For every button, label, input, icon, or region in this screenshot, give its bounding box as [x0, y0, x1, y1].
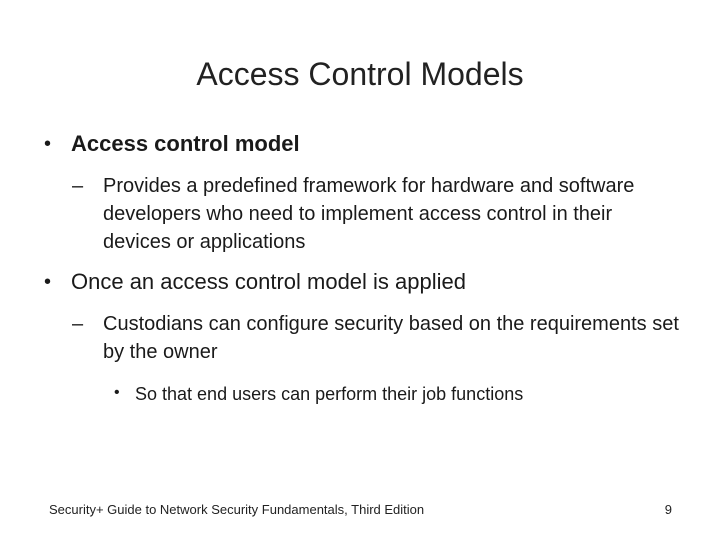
bullet-text: Access control model: [71, 131, 300, 156]
sub-item-text: Custodians can configure security based on the requirements set by the owner: [103, 313, 679, 363]
bullet-item-model-applied: [44, 268, 684, 296]
bullet-text: Once an access control model is applied: [71, 269, 466, 294]
sub-item-predefined-framework: [72, 172, 684, 256]
slide-title: Access Control Models: [196, 56, 524, 92]
sub-sub-item-end-users: [114, 382, 684, 406]
page-number: 9: [664, 502, 672, 517]
bullet-icon: •: [44, 271, 52, 293]
slide-content: [44, 130, 684, 406]
bullet-item-access-control-model: [44, 130, 684, 158]
sub-item-text: Provides a predefined framework for hardware and software developers who need to implement access control in their devices or applications: [103, 175, 635, 253]
sub-item-custodians: [72, 310, 684, 366]
bullet-icon: •: [44, 133, 52, 155]
footer-source: Security+ Guide to Network Security Fundamentals, Third Edition: [49, 502, 425, 517]
dash-icon: –: [72, 175, 84, 197]
bullet-icon: •: [114, 384, 120, 401]
sub-sub-item-text: So that end users can perform their job functions: [135, 384, 524, 404]
dash-icon: –: [72, 313, 84, 335]
